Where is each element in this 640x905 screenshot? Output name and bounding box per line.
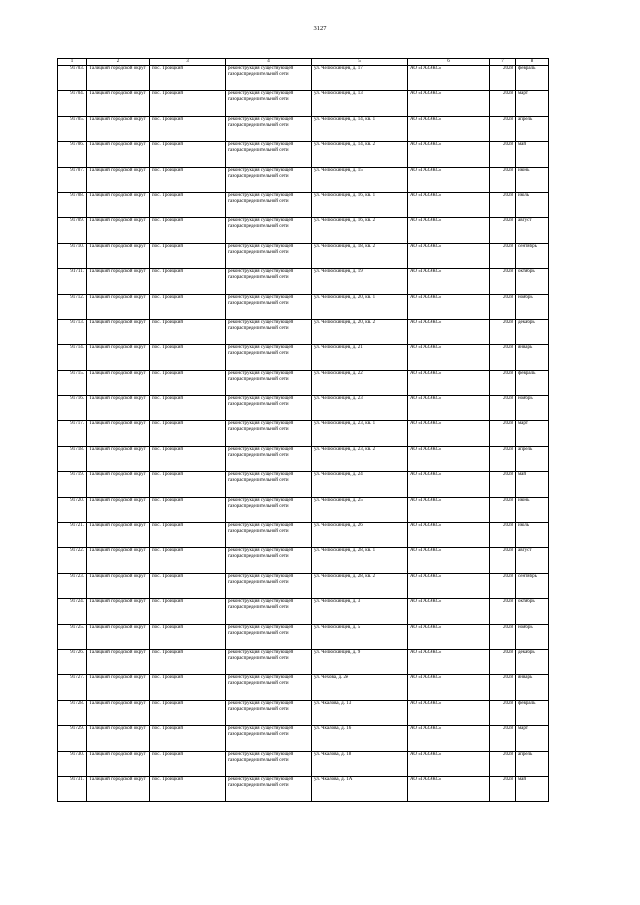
- column-number-row: [58, 59, 549, 66]
- address-cell: ул. Челюскинцев, д. 16, кв. 1: [312, 192, 408, 217]
- municipality-cell: Талицкий городской округ: [87, 421, 150, 446]
- address-cell: ул. Челюскинцев, д. 21: [312, 345, 408, 370]
- month-cell: ноябрь: [516, 396, 549, 421]
- year-cell: 2028: [490, 91, 516, 116]
- municipality-cell: Талицкий городской округ: [87, 776, 150, 801]
- address-cell: ул. Чкалова, д. 16: [312, 726, 408, 751]
- month-cell: июнь: [516, 167, 549, 192]
- address-cell: ул. Челюскинцев, д. 18, кв. 2: [312, 243, 408, 268]
- address-cell: ул. Челюскинцев, д. 14, кв. 2: [312, 142, 408, 167]
- table-row: [58, 396, 549, 421]
- settlement-cell: пос. Троицкий: [150, 319, 226, 344]
- year-cell: 2028: [490, 472, 516, 497]
- year-cell: 2028: [490, 751, 516, 776]
- year-cell: 2028: [490, 218, 516, 243]
- table-row: [58, 726, 549, 751]
- row-number-cell: 91717.: [58, 421, 87, 446]
- address-cell: ул. Челюскинцев, д. 22: [312, 370, 408, 395]
- organization-cell: АО «ГАЗЭКС»: [408, 66, 490, 91]
- municipality-cell: Талицкий городской округ: [87, 345, 150, 370]
- municipality-cell: Талицкий городской округ: [87, 700, 150, 725]
- table-row: [58, 269, 549, 294]
- settlement-cell: пос. Троицкий: [150, 548, 226, 573]
- organization-cell: АО «ГАЗЭКС»: [408, 243, 490, 268]
- address-cell: ул. Челюскинцев, д. 16, кв. 2: [312, 218, 408, 243]
- settlement-cell: пос. Троицкий: [150, 294, 226, 319]
- municipality-cell: Талицкий городской округ: [87, 142, 150, 167]
- month-cell: май: [516, 142, 549, 167]
- column-header: 4: [226, 59, 312, 66]
- table-row: [58, 142, 549, 167]
- work-type-cell: реконструкция существующей газораспределительной сети: [226, 269, 312, 294]
- month-cell: май: [516, 776, 549, 801]
- column-header: 5: [312, 59, 408, 66]
- address-cell: ул. Челюскинцев, д. 23, кв. 1: [312, 421, 408, 446]
- work-type-cell: реконструкция существующей газораспределительной сети: [226, 142, 312, 167]
- table-row: [58, 675, 549, 700]
- address-cell: ул. Челюскинцев, д. 24: [312, 472, 408, 497]
- organization-cell: АО «ГАЗЭКС»: [408, 218, 490, 243]
- row-number-cell: 91710.: [58, 243, 87, 268]
- municipality-cell: Талицкий городской округ: [87, 91, 150, 116]
- row-number-cell: 91708.: [58, 192, 87, 217]
- settlement-cell: пос. Троицкий: [150, 776, 226, 801]
- year-cell: 2028: [490, 142, 516, 167]
- municipality-cell: Талицкий городской округ: [87, 116, 150, 141]
- column-header: 7: [490, 59, 516, 66]
- municipality-cell: Талицкий городской округ: [87, 218, 150, 243]
- organization-cell: АО «ГАЗЭКС»: [408, 345, 490, 370]
- row-number-cell: 91716.: [58, 396, 87, 421]
- table-row: [58, 472, 549, 497]
- month-cell: январь: [516, 675, 549, 700]
- work-type-cell: реконструкция существующей газораспределительной сети: [226, 167, 312, 192]
- table-row: [58, 776, 549, 801]
- organization-cell: АО «ГАЗЭКС»: [408, 91, 490, 116]
- work-type-cell: реконструкция существующей газораспределительной сети: [226, 599, 312, 624]
- row-number-cell: 91707.: [58, 167, 87, 192]
- organization-cell: АО «ГАЗЭКС»: [408, 599, 490, 624]
- row-number-cell: 91730.: [58, 751, 87, 776]
- row-number-cell: 91728.: [58, 700, 87, 725]
- month-cell: февраль: [516, 700, 549, 725]
- work-type-cell: реконструкция существующей газораспределительной сети: [226, 243, 312, 268]
- column-header: 6: [408, 59, 490, 66]
- table-body: [58, 66, 549, 802]
- settlement-cell: пос. Троицкий: [150, 345, 226, 370]
- work-type-cell: реконструкция существующей газораспределительной сети: [226, 192, 312, 217]
- municipality-cell: Талицкий городской округ: [87, 294, 150, 319]
- organization-cell: АО «ГАЗЭКС»: [408, 167, 490, 192]
- settlement-cell: пос. Троицкий: [150, 472, 226, 497]
- month-cell: июль: [516, 192, 549, 217]
- table-row: [58, 497, 549, 522]
- settlement-cell: пос. Троицкий: [150, 751, 226, 776]
- settlement-cell: пос. Троицкий: [150, 243, 226, 268]
- month-cell: январь: [516, 345, 549, 370]
- table-row: [58, 446, 549, 471]
- month-cell: апрель: [516, 116, 549, 141]
- address-cell: ул. Челюскинцев, д. 28, кв. 2: [312, 573, 408, 598]
- work-type-cell: реконструкция существующей газораспределительной сети: [226, 370, 312, 395]
- row-number-cell: 91720.: [58, 497, 87, 522]
- work-type-cell: реконструкция существующей газораспределительной сети: [226, 472, 312, 497]
- table-row: [58, 218, 549, 243]
- month-cell: апрель: [516, 751, 549, 776]
- municipality-cell: Талицкий городской округ: [87, 269, 150, 294]
- row-number-cell: 91723.: [58, 573, 87, 598]
- year-cell: 2028: [490, 446, 516, 471]
- column-header: 2: [87, 59, 150, 66]
- organization-cell: АО «ГАЗЭКС»: [408, 726, 490, 751]
- address-cell: ул. Челюскинцев, д. 20, кв. 2: [312, 319, 408, 344]
- address-cell: ул. Челюскинцев, д. 26: [312, 523, 408, 548]
- work-type-cell: реконструкция существующей газораспределительной сети: [226, 116, 312, 141]
- municipality-cell: Талицкий городской округ: [87, 66, 150, 91]
- work-type-cell: реконструкция существующей газораспределительной сети: [226, 319, 312, 344]
- address-cell: ул. Чехова, д. 2е: [312, 675, 408, 700]
- year-cell: 2028: [490, 396, 516, 421]
- row-number-cell: 91713.: [58, 319, 87, 344]
- municipality-cell: Талицкий городской округ: [87, 726, 150, 751]
- work-type-cell: реконструкция существующей газораспределительной сети: [226, 573, 312, 598]
- row-number-cell: 91731.: [58, 776, 87, 801]
- organization-cell: АО «ГАЗЭКС»: [408, 649, 490, 674]
- month-cell: сентябрь: [516, 243, 549, 268]
- settlement-cell: пос. Троицкий: [150, 192, 226, 217]
- table-row: [58, 573, 549, 598]
- month-cell: июнь: [516, 497, 549, 522]
- year-cell: 2028: [490, 624, 516, 649]
- row-number-cell: 91704.: [58, 91, 87, 116]
- organization-cell: АО «ГАЗЭКС»: [408, 421, 490, 446]
- municipality-cell: Талицкий городской округ: [87, 396, 150, 421]
- work-type-cell: реконструкция существующей газораспределительной сети: [226, 624, 312, 649]
- address-cell: ул. Чкалова, д. 1А: [312, 776, 408, 801]
- work-type-cell: реконструкция существующей газораспределительной сети: [226, 776, 312, 801]
- municipality-cell: Талицкий городской округ: [87, 573, 150, 598]
- year-cell: 2028: [490, 294, 516, 319]
- month-cell: март: [516, 421, 549, 446]
- organization-cell: АО «ГАЗЭКС»: [408, 472, 490, 497]
- settlement-cell: пос. Троицкий: [150, 142, 226, 167]
- settlement-cell: пос. Троицкий: [150, 370, 226, 395]
- table-row: [58, 548, 549, 573]
- month-cell: май: [516, 472, 549, 497]
- municipality-cell: Талицкий городской округ: [87, 751, 150, 776]
- row-number-cell: 91721.: [58, 523, 87, 548]
- settlement-cell: пос. Троицкий: [150, 167, 226, 192]
- table-row: [58, 167, 549, 192]
- row-number-cell: 91726.: [58, 649, 87, 674]
- organization-cell: АО «ГАЗЭКС»: [408, 116, 490, 141]
- settlement-cell: пос. Троицкий: [150, 446, 226, 471]
- month-cell: август: [516, 548, 549, 573]
- address-cell: ул. Челюскинцев, д. 3: [312, 599, 408, 624]
- year-cell: 2028: [490, 700, 516, 725]
- table-row: [58, 599, 549, 624]
- year-cell: 2028: [490, 345, 516, 370]
- settlement-cell: пос. Троицкий: [150, 116, 226, 141]
- table-row: [58, 523, 549, 548]
- month-cell: октябрь: [516, 599, 549, 624]
- year-cell: 2028: [490, 116, 516, 141]
- work-type-cell: реконструкция существующей газораспределительной сети: [226, 700, 312, 725]
- row-number-cell: 91711.: [58, 269, 87, 294]
- organization-cell: АО «ГАЗЭКС»: [408, 497, 490, 522]
- address-cell: ул. Чкалова, д. 18: [312, 751, 408, 776]
- address-cell: ул. Челюскинцев, д. 20, кв. 1: [312, 294, 408, 319]
- work-type-cell: реконструкция существующей газораспределительной сети: [226, 497, 312, 522]
- address-cell: ул. Челюскинцев, д. 19: [312, 269, 408, 294]
- municipality-cell: Талицкий городской округ: [87, 192, 150, 217]
- settlement-cell: пос. Троицкий: [150, 396, 226, 421]
- settlement-cell: пос. Троицкий: [150, 91, 226, 116]
- municipality-cell: Талицкий городской округ: [87, 243, 150, 268]
- work-type-cell: реконструкция существующей газораспределительной сети: [226, 91, 312, 116]
- organization-cell: АО «ГАЗЭКС»: [408, 396, 490, 421]
- month-cell: ноябрь: [516, 624, 549, 649]
- month-cell: февраль: [516, 370, 549, 395]
- month-cell: декабрь: [516, 319, 549, 344]
- table-row: [58, 751, 549, 776]
- organization-cell: АО «ГАЗЭКС»: [408, 776, 490, 801]
- work-type-cell: реконструкция существующей газораспределительной сети: [226, 294, 312, 319]
- month-cell: апрель: [516, 446, 549, 471]
- table-row: [58, 116, 549, 141]
- settlement-cell: пос. Троицкий: [150, 497, 226, 522]
- row-number-cell: 91715.: [58, 370, 87, 395]
- organization-cell: АО «ГАЗЭКС»: [408, 523, 490, 548]
- year-cell: 2028: [490, 776, 516, 801]
- settlement-cell: пос. Троицкий: [150, 523, 226, 548]
- organization-cell: АО «ГАЗЭКС»: [408, 751, 490, 776]
- settlement-cell: пос. Троицкий: [150, 726, 226, 751]
- municipality-cell: Талицкий городской округ: [87, 599, 150, 624]
- year-cell: 2028: [490, 649, 516, 674]
- work-type-cell: реконструкция существующей газораспределительной сети: [226, 446, 312, 471]
- municipality-cell: Талицкий городской округ: [87, 523, 150, 548]
- organization-cell: АО «ГАЗЭКС»: [408, 446, 490, 471]
- settlement-cell: пос. Троицкий: [150, 421, 226, 446]
- work-type-cell: реконструкция существующей газораспределительной сети: [226, 726, 312, 751]
- row-number-cell: 91705.: [58, 116, 87, 141]
- year-cell: 2028: [490, 269, 516, 294]
- work-type-cell: реконструкция существующей газораспределительной сети: [226, 675, 312, 700]
- row-number-cell: 91712.: [58, 294, 87, 319]
- month-cell: июль: [516, 523, 549, 548]
- settlement-cell: пос. Троицкий: [150, 649, 226, 674]
- row-number-cell: 91727.: [58, 675, 87, 700]
- month-cell: ноябрь: [516, 294, 549, 319]
- municipality-cell: Талицкий городской округ: [87, 446, 150, 471]
- work-type-cell: реконструкция существующей газораспределительной сети: [226, 396, 312, 421]
- work-type-cell: реконструкция существующей газораспределительной сети: [226, 66, 312, 91]
- settlement-cell: пос. Троицкий: [150, 700, 226, 725]
- organization-cell: АО «ГАЗЭКС»: [408, 573, 490, 598]
- page-number: 3127: [313, 25, 327, 32]
- address-cell: ул. Челюскинцев, д. 17: [312, 66, 408, 91]
- year-cell: 2028: [490, 243, 516, 268]
- organization-cell: АО «ГАЗЭКС»: [408, 192, 490, 217]
- municipality-cell: Талицкий городской округ: [87, 649, 150, 674]
- municipality-cell: Талицкий городской округ: [87, 319, 150, 344]
- address-cell: ул. Челюскинцев, д. 9: [312, 649, 408, 674]
- year-cell: 2028: [490, 421, 516, 446]
- settlement-cell: пос. Троицкий: [150, 573, 226, 598]
- organization-cell: АО «ГАЗЭКС»: [408, 700, 490, 725]
- organization-cell: АО «ГАЗЭКС»: [408, 675, 490, 700]
- year-cell: 2028: [490, 523, 516, 548]
- month-cell: март: [516, 91, 549, 116]
- organization-cell: АО «ГАЗЭКС»: [408, 370, 490, 395]
- year-cell: 2028: [490, 497, 516, 522]
- settlement-cell: пос. Троицкий: [150, 624, 226, 649]
- column-header: 1: [58, 59, 87, 66]
- settlement-cell: пос. Троицкий: [150, 269, 226, 294]
- month-cell: март: [516, 726, 549, 751]
- work-type-cell: реконструкция существующей газораспределительной сети: [226, 421, 312, 446]
- address-cell: ул. Челюскинцев, д. 28, кв. 1: [312, 548, 408, 573]
- work-type-cell: реконструкция существующей газораспределительной сети: [226, 345, 312, 370]
- work-type-cell: реконструкция существующей газораспределительной сети: [226, 523, 312, 548]
- year-cell: 2028: [490, 599, 516, 624]
- schedule-table: [57, 58, 549, 802]
- address-cell: ул. Чкалова, д. 13: [312, 700, 408, 725]
- month-cell: февраль: [516, 66, 549, 91]
- row-number-cell: 91722.: [58, 548, 87, 573]
- year-cell: 2028: [490, 573, 516, 598]
- address-cell: ул. Челюскинцев, д. 14, кв. 1: [312, 116, 408, 141]
- settlement-cell: пос. Троицкий: [150, 675, 226, 700]
- column-header: 3: [150, 59, 226, 66]
- table-row: [58, 421, 549, 446]
- column-header: 8: [516, 59, 549, 66]
- table-row: [58, 66, 549, 91]
- municipality-cell: Талицкий городской округ: [87, 167, 150, 192]
- address-cell: ул. Челюскинцев, д. 13: [312, 91, 408, 116]
- settlement-cell: пос. Троицкий: [150, 599, 226, 624]
- month-cell: октябрь: [516, 269, 549, 294]
- organization-cell: АО «ГАЗЭКС»: [408, 548, 490, 573]
- work-type-cell: реконструкция существующей газораспределительной сети: [226, 751, 312, 776]
- address-cell: ул. Челюскинцев, д. 23, кв. 2: [312, 446, 408, 471]
- organization-cell: АО «ГАЗЭКС»: [408, 319, 490, 344]
- table-row: [58, 91, 549, 116]
- row-number-cell: 91718.: [58, 446, 87, 471]
- month-cell: сентябрь: [516, 573, 549, 598]
- row-number-cell: 91719.: [58, 472, 87, 497]
- municipality-cell: Талицкий городской округ: [87, 624, 150, 649]
- work-type-cell: реконструкция существующей газораспределительной сети: [226, 548, 312, 573]
- table-row: [58, 370, 549, 395]
- table-row: [58, 243, 549, 268]
- work-type-cell: реконструкция существующей газораспределительной сети: [226, 649, 312, 674]
- organization-cell: АО «ГАЗЭКС»: [408, 624, 490, 649]
- year-cell: 2028: [490, 370, 516, 395]
- address-cell: ул. Челюскинцев, д. 15: [312, 167, 408, 192]
- year-cell: 2028: [490, 167, 516, 192]
- row-number-cell: 91724.: [58, 599, 87, 624]
- municipality-cell: Талицкий городской округ: [87, 370, 150, 395]
- row-number-cell: 91729.: [58, 726, 87, 751]
- row-number-cell: 91706.: [58, 142, 87, 167]
- year-cell: 2028: [490, 675, 516, 700]
- table-row: [58, 649, 549, 674]
- row-number-cell: 91714.: [58, 345, 87, 370]
- settlement-cell: пос. Троицкий: [150, 66, 226, 91]
- year-cell: 2028: [490, 726, 516, 751]
- table-row: [58, 294, 549, 319]
- address-cell: ул. Челюскинцев, д. 25: [312, 497, 408, 522]
- table-row: [58, 192, 549, 217]
- municipality-cell: Талицкий городской округ: [87, 675, 150, 700]
- work-type-cell: реконструкция существующей газораспределительной сети: [226, 218, 312, 243]
- row-number-cell: 91725.: [58, 624, 87, 649]
- month-cell: август: [516, 218, 549, 243]
- address-cell: ул. Челюскинцев, д. 5: [312, 624, 408, 649]
- month-cell: декабрь: [516, 649, 549, 674]
- table-row: [58, 345, 549, 370]
- year-cell: 2028: [490, 192, 516, 217]
- table-row: [58, 319, 549, 344]
- municipality-cell: Талицкий городской округ: [87, 472, 150, 497]
- row-number-cell: 91709.: [58, 218, 87, 243]
- year-cell: 2028: [490, 548, 516, 573]
- settlement-cell: пос. Троицкий: [150, 218, 226, 243]
- municipality-cell: Талицкий городской округ: [87, 548, 150, 573]
- table-row: [58, 700, 549, 725]
- organization-cell: АО «ГАЗЭКС»: [408, 142, 490, 167]
- organization-cell: АО «ГАЗЭКС»: [408, 294, 490, 319]
- year-cell: 2028: [490, 319, 516, 344]
- organization-cell: АО «ГАЗЭКС»: [408, 269, 490, 294]
- municipality-cell: Талицкий городской округ: [87, 497, 150, 522]
- row-number-cell: 91703.: [58, 66, 87, 91]
- address-cell: ул. Челюскинцев, д. 23: [312, 396, 408, 421]
- year-cell: 2028: [490, 66, 516, 91]
- table-row: [58, 624, 549, 649]
